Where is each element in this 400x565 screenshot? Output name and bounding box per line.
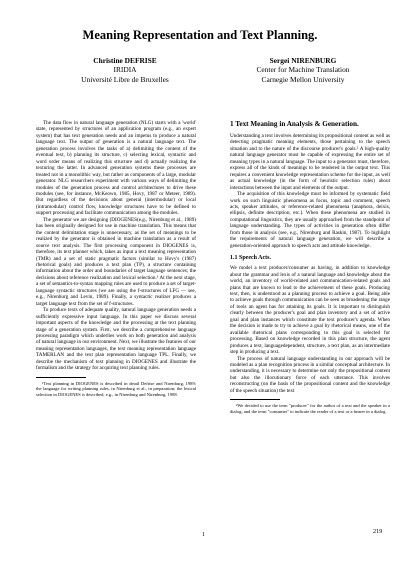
right-column [230, 120, 390, 414]
author-block [40, 56, 210, 84]
author-affiliation: Université Libre de Bruxelles [81, 74, 169, 84]
author-block [218, 56, 388, 84]
paragraph: The data flow in natural language generation (NLG) starts with a 'world' state, represented by structures of an application program (e.g., an expert system) that has text generation needs and an impetus to produce a natural language text. The output of generation is a natural language text. The generation process involves the tasks of a) delimiting the content of the eventual text, b) planning its structure, c) selecting lexical, syntactic and word order means of realizing this structure and d) actually realizing the texturing the latter. In advanced generation systems these processes are treated not in a monolithic way, but rather as components of a large, modular generator. NLG researchers experiment with various ways of delimiting the modules of the generation process and control architectures to drive these modules (see, for instance, McKeown, 1985, Hovy, 1987 or Meteer, 1989). But regardless of the decisions about general (intermodular) or local (intramodular) control flow, knowledge structures have to be defined to support processing and facilitate communication among the modules. [36, 120, 196, 217]
author-affiliation: Carnegie Mellon University [261, 74, 345, 84]
footnote: ²We decided to use the term "producer" for the author of a text and the speaker in a dialog; and the term "consumer" to indicate the reader of a text or a hearer in a dialog. [230, 403, 390, 414]
footer-mark: 1 [202, 532, 205, 538]
paragraph: To produce texts of adequate quality, natural language generation needs a sufficiently expressive input language. In this paper we discuss several important aspects of the knowledge and the processing at the text planning stage of a generation system. First, we describe a comprehensive language processing paradigm which underlies work on both generation and analysis of natural language in our environment. Next, we illustrate the features of our meaning representation languages, the text meaning representation language TAMERLAN and the text plan representation language TPL. Finally, we describe the mechanism of text planning in DIOGENES and illustrate the formalism and the strategy for acquiring text planning rules. [36, 307, 196, 372]
subsection-heading: 1.1 Speech Acts. [230, 255, 271, 262]
author-affiliation: Center for Machine Translation [256, 65, 350, 75]
paragraph: Understanding a text involves determining its propositional content as well as detecting pragmatic meaning elements, those pertaining to the speech situation and to the nature of the discourse producer's goals.² A high-quality natural language generator must be capable of expressing the entire set of meaning types in a natural language. The input to a generator must, therefore, express all of the kinds of meanings to be rendered in the output text. This requires a convenient knowledge representation scheme for the input, as well as actual knowledge (in the form of heuristic selection rules) about interactions between the input and elements of the output. [230, 133, 390, 191]
author-name: Sergei NIRENBURG [269, 56, 337, 65]
paragraph: The generator we are designing (DIOGENES(e.g., Nirenburg et al., 1989) has been originally designed for use in machine translation. This means that the content delimitation stage is unnecessary, as the set of meanings to be realized by the generator is obtained in machine translation as a result of source text analysis. The first processing component in DIOGENES is, therefore, its text planner which, takes as input a text meaning representation (TMR) and a set of static pragmatic factors (similar to Hovy's (1987) rhetorical goals) and produces a text plan (TP), a structure containing information about the order and boundaries of target language sentences; the decisions about reference realization and lexical selection.¹ At the next stage, a set of semantics-to-syntax mapping rules are used to produce a set of target-language syntactic structures (we are using the f-structures of LFG — see, e.g., Nirenburg and Levin, 1989). Finally, a syntactic realizer produces a target language text from the set of f-structures. [36, 216, 196, 307]
author-affiliation: IRIDIA [113, 65, 137, 75]
left-column [36, 120, 196, 397]
paper-title: Meaning Representation and Text Planning. [82, 28, 318, 42]
paragraph: We model a text producer/consumer as having, in addition to knowledge about the grammar and lexis of a natural language and knowledge about the world, an inventory of world-related and communication-related goals and plans that are known to lead to the achievement of these goals. Producing text, then, is understood as a planning process to achieve a goal. Being able to achieve goals through communication can be seen as broadening the range of tools an agent has for attaining its goals. It is important to distinguish clearly between the producer's goal and plan inventory and a set of active goal and plan instances which constitute the text producer's agenda. When the decision is made to try to achieve a goal by rhetorical means, one of the available rhetorical plans corresponding to this goal is selected for processing. Based on knowledge recorded in this plan structure, the agent produces a text, languagedependent, structure, a text plan, as an intermediate step in producing a text. [230, 265, 390, 356]
footnote: ¹Text planning in DIOGENES is described in detail Defrise and Nirenburg, 1989; the language for writing planning rules, in Nirenburg et al., in preparation; the lexical selection in DIOGENES is described, e.g., in Nirenburg and Nirenburg, 1988. [36, 380, 196, 397]
section-heading: 1 Text Meaning in Analysis & Generation. [230, 120, 359, 128]
footnote-rule [36, 377, 86, 378]
author-name: Christine DEFRISE [93, 56, 157, 65]
paragraph: The process of natural language understanding in our approach will be modeled as a plan recognition process in a similar conceptual architecture. In understanding, it is necessary to determine not only the propositional content but also the illocutionary force of each utterance. This involves reconstructing (on the basis of the propositional content and the knowledge of the speech situation) the text [230, 355, 390, 394]
paragraph: The acquisition of this knowledge must be informed by systematic field work on such linguistic phenomena as focus, topic and comment, speech acts, speaker attitudes, or reference-related phenomena (anaphora, deixis, ellipsis, definite description, etc.). When these phenomena are studied in computational linguistics, they are usually approached from the standpoint of language understanding. The types of activities in generation often differ from those in analysis (see, e.g., Nirenburg and Raskin, 1987). To highlight the requirements of natural language generation, we will describe a generation-oriented approach to speech acts and attitude knowledge. [230, 191, 390, 249]
page-number: 219 [373, 528, 383, 535]
footnote-rule [230, 399, 280, 400]
